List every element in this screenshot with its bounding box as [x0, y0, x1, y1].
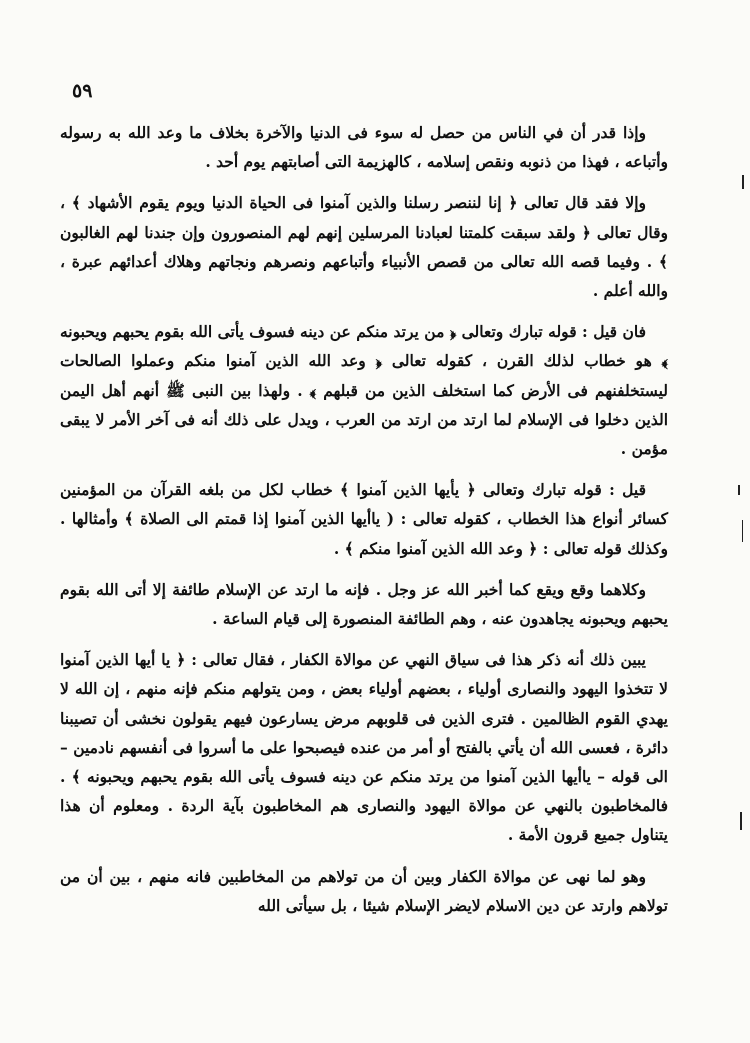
paragraph-4: قيل : قوله تبارك وتعالى ﴿ يأيها الذين آمنوا ﴾ خطاب لكل من بلغه القرآن من المؤمنين كسائر أنواع هذا الخطاب ، كقوله تعالى : ( ياأيها الذين آمنوا إذا قمتم الى الصلاة ﴾ وأمثالها . وكذلك قوله تعالى : ﴿ وعد الله الذين آمنوا منكم ﴾ .	[60, 480, 668, 558]
paragraph-7: وهو لما نهى عن موالاة الكفار وبين أن من تولاهم من المخاطبين فانه منهم ، بين أن من تولاهم وارتد عن دين الاسلام لايضر الإسلام شيئا ، بل سيأتى الله	[60, 866, 668, 915]
paragraph-2: وإلا فقد قال تعالى ﴿ إنا لننصر رسلنا والذين آمنوا فى الحياة الدنيا ويوم يقوم الأشهاد ﴾ ، وقال تعالى ﴿ ولقد سبقت كلمتنا لعبادنا المرسلين إنهم لهم المنصورون وإن جندنا لهم الغالبون ﴾ . وفيما قصه الله تعالى من قصص الأنبياء وأتباعهم ونصرهم ونجاتهم وهلاك أعدائهم عبرة ، والله أعلم .	[60, 193, 668, 301]
paragraph-1: وإذا قدر أن في الناس من حصل له سوء فى الدنيا والآخرة بخلاف ما وعد الله به رسوله وأتباعه ، فهذا من ذنوبه ونقص إسلامه ، كالهزيمة التى أصابتهم يوم أحد .	[60, 123, 668, 172]
page-number: ٥٩	[72, 80, 93, 102]
scan-edge-mark	[742, 520, 743, 542]
paragraph-3: فان قيل : قوله تبارك وتعالى ﴿ من يرتد منكم عن دينه فسوف يأتى الله بقوم يحبهم ويحبونه ﴾ هو خطاب لذلك القرن ، كقوله تعالى ﴿ وعد الله الذين آمنوا منكم وعملوا الصالحات ليستخلفنهم فى الأرض كما استخلف الذين من قبلهم ﴾ . ولهذا بين النبى ﷺ أنهم أهل اليمن الذين دخلوا فى الإسلام لما ارتد من ارتد من العرب ، ويدل على ذلك أنه فى آخر الأمر لا يبقى مؤمن .	[60, 322, 668, 459]
body-text	[60, 118, 668, 932]
paragraph-5: وكلاهما وقع ويقع كما أخبر الله عز وجل . فإنه ما ارتد عن الإسلام طائفة إلا أتى الله بقوم يحبهم ويحبونه يجاهدون عنه ، وهم الطائفة المنصورة إلى قيام الساعة .	[60, 579, 668, 629]
scan-edge-mark	[742, 175, 744, 189]
scan-edge-mark	[738, 485, 740, 495]
scan-edge-mark	[740, 812, 742, 830]
paragraph-6: يبين ذلك أنه ذكر هذا فى سياق النهي عن موالاة الكفار ، فقال تعالى : ﴿ يا أيها الذين آمنوا لا تتخذوا اليهود والنصارى أولياء ، بعضهم أولياء بعض ، ومن يتولهم منكم فإنه منهم ، إن الله لا يهدي القوم الظالمين . فترى الذين فى قلوبهم مرض يسارعون فيهم يقولون نخشى أن تصيبنا دائرة ، فعسى الله أن يأتي بالفتح أو أمر من عنده فيصبحوا على ما أسروا فى أنفسهم نادمين – الى قوله – ياأيها الذين آمنوا من يرتد منكم عن دينه فسوف يأتى الله بقوم يحبهم ويحبونه ﴾ . فالمخاطبون بالنهي عن موالاة اليهود والنصارى هم المخاطبون بآية الردة . ومعلوم أن هذا يتناول جميع قرون الأمة .	[60, 650, 668, 845]
